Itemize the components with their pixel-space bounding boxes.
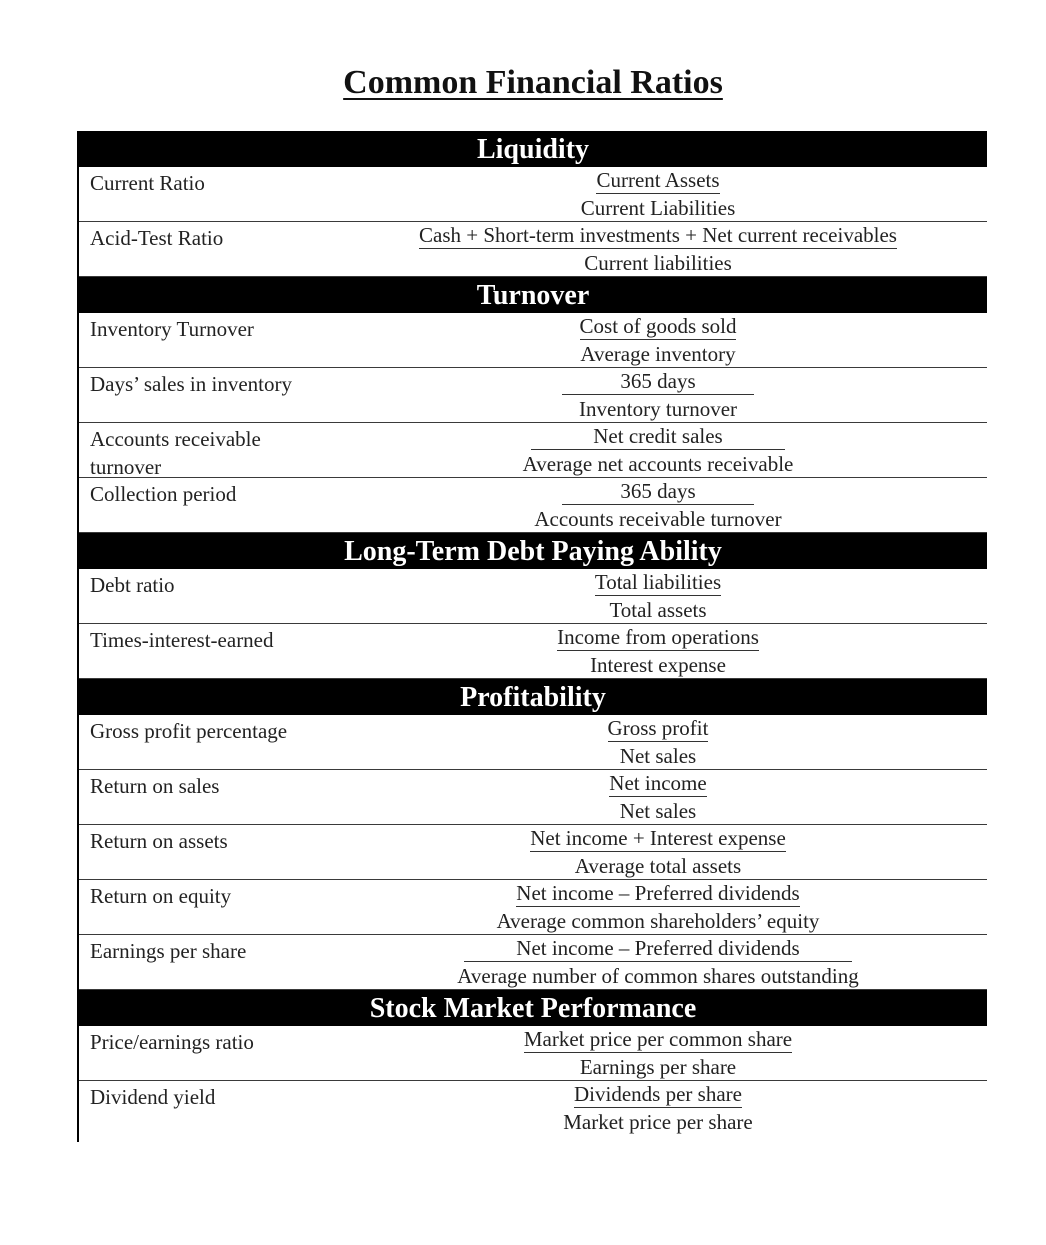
ratio-label: Return on sales bbox=[90, 774, 220, 798]
ratio-label: Price/earnings ratio bbox=[90, 1030, 254, 1054]
ratio-label: Current Ratio bbox=[90, 171, 205, 195]
section-header-turnover: Turnover bbox=[79, 277, 987, 313]
formula-denominator: Average net accounts receivable bbox=[522, 452, 794, 476]
ratio-row bbox=[79, 167, 987, 222]
formula-numerator: Dividends per share bbox=[574, 1082, 742, 1106]
formula-denominator: Average common shareholders’ equity bbox=[496, 909, 820, 933]
ratio-row bbox=[79, 1081, 987, 1136]
formula-numerator: Gross profit bbox=[607, 716, 709, 740]
ratio-row bbox=[79, 880, 987, 935]
ratio-row bbox=[79, 569, 987, 624]
formula-denominator: Current liabilities bbox=[584, 251, 732, 275]
ratio-row bbox=[79, 935, 987, 990]
formula-numerator: Cost of goods sold bbox=[579, 314, 737, 338]
formula-numerator: 365 days bbox=[562, 369, 753, 395]
ratio-formula bbox=[329, 569, 987, 623]
formula-denominator: Total assets bbox=[609, 598, 707, 622]
formula-numerator: Cash + Short-term investments + Net current receivables bbox=[419, 223, 897, 247]
formula-denominator: Interest expense bbox=[590, 653, 726, 677]
ratio-row bbox=[79, 423, 987, 478]
formula-denominator: Average inventory bbox=[580, 342, 736, 366]
formula-denominator: Inventory turnover bbox=[578, 397, 738, 421]
ratio-formula bbox=[329, 222, 987, 276]
formula-denominator: Accounts receivable turnover bbox=[534, 507, 782, 531]
ratio-label: Times-interest-earned bbox=[90, 628, 274, 652]
section-header-profitability: Profitability bbox=[79, 679, 987, 715]
ratio-formula bbox=[329, 368, 987, 422]
formula-numerator: Net income + Interest expense bbox=[530, 826, 786, 850]
ratio-label: Collection period bbox=[90, 482, 237, 506]
ratio-row bbox=[79, 222, 987, 277]
formula-denominator: Net sales bbox=[619, 744, 697, 768]
ratio-label: Acid-Test Ratio bbox=[90, 226, 224, 250]
ratio-row bbox=[79, 478, 987, 533]
formula-denominator: Net sales bbox=[619, 799, 697, 823]
ratios-table bbox=[77, 131, 987, 1142]
ratio-row bbox=[79, 624, 987, 679]
formula-numerator: Net income bbox=[609, 771, 707, 795]
ratio-formula bbox=[329, 1026, 987, 1080]
ratio-formula bbox=[329, 770, 987, 824]
ratio-row bbox=[79, 825, 987, 880]
ratio-label: Gross profit percentage bbox=[90, 719, 288, 743]
ratio-row bbox=[79, 313, 987, 368]
formula-numerator: Market price per common share bbox=[523, 1027, 793, 1051]
ratio-formula bbox=[329, 825, 987, 879]
ratio-formula bbox=[329, 880, 987, 934]
ratio-row bbox=[79, 1026, 987, 1081]
ratio-formula bbox=[329, 478, 987, 532]
ratio-formula bbox=[329, 167, 987, 221]
formula-numerator: 365 days bbox=[562, 479, 753, 505]
formula-denominator: Average total assets bbox=[574, 854, 742, 878]
ratio-formula bbox=[329, 715, 987, 769]
formula-numerator: Total liabilities bbox=[594, 570, 722, 594]
ratio-formula bbox=[329, 935, 987, 989]
ratio-formula bbox=[329, 624, 987, 678]
section-header-long-term-debt: Long-Term Debt Paying Ability bbox=[79, 533, 987, 569]
ratio-label: Dividend yield bbox=[90, 1085, 216, 1109]
ratio-row bbox=[79, 715, 987, 770]
formula-denominator: Earnings per share bbox=[579, 1055, 737, 1079]
ratio-label: Debt ratio bbox=[90, 573, 175, 597]
section-header-liquidity: Liquidity bbox=[79, 131, 987, 167]
ratio-label: Earnings per share bbox=[90, 939, 247, 963]
formula-denominator: Average number of common shares outstanding bbox=[457, 964, 859, 988]
ratio-formula bbox=[329, 1081, 987, 1136]
formula-denominator: Market price per share bbox=[563, 1110, 753, 1134]
ratio-label: Inventory Turnover bbox=[90, 317, 254, 341]
ratio-label: Accounts receivable turnover bbox=[90, 427, 261, 479]
formula-numerator: Net income – Preferred dividends bbox=[516, 881, 800, 905]
ratio-formula bbox=[329, 423, 987, 477]
ratio-label: Days’ sales in inventory bbox=[90, 372, 292, 396]
formula-numerator: Current Assets bbox=[596, 168, 720, 192]
formula-numerator: Net credit sales bbox=[531, 424, 784, 450]
section-header-stock-market: Stock Market Performance bbox=[79, 990, 987, 1026]
formula-numerator: Net income – Preferred dividends bbox=[464, 936, 851, 962]
page-title: Common Financial Ratios bbox=[343, 64, 723, 101]
formula-denominator: Current Liabilities bbox=[580, 196, 736, 220]
ratio-label: Return on assets bbox=[90, 829, 228, 853]
formula-numerator: Income from operations bbox=[557, 625, 759, 649]
ratio-formula bbox=[329, 313, 987, 367]
ratio-row bbox=[79, 368, 987, 423]
ratio-row bbox=[79, 770, 987, 825]
ratio-label: Return on equity bbox=[90, 884, 232, 908]
